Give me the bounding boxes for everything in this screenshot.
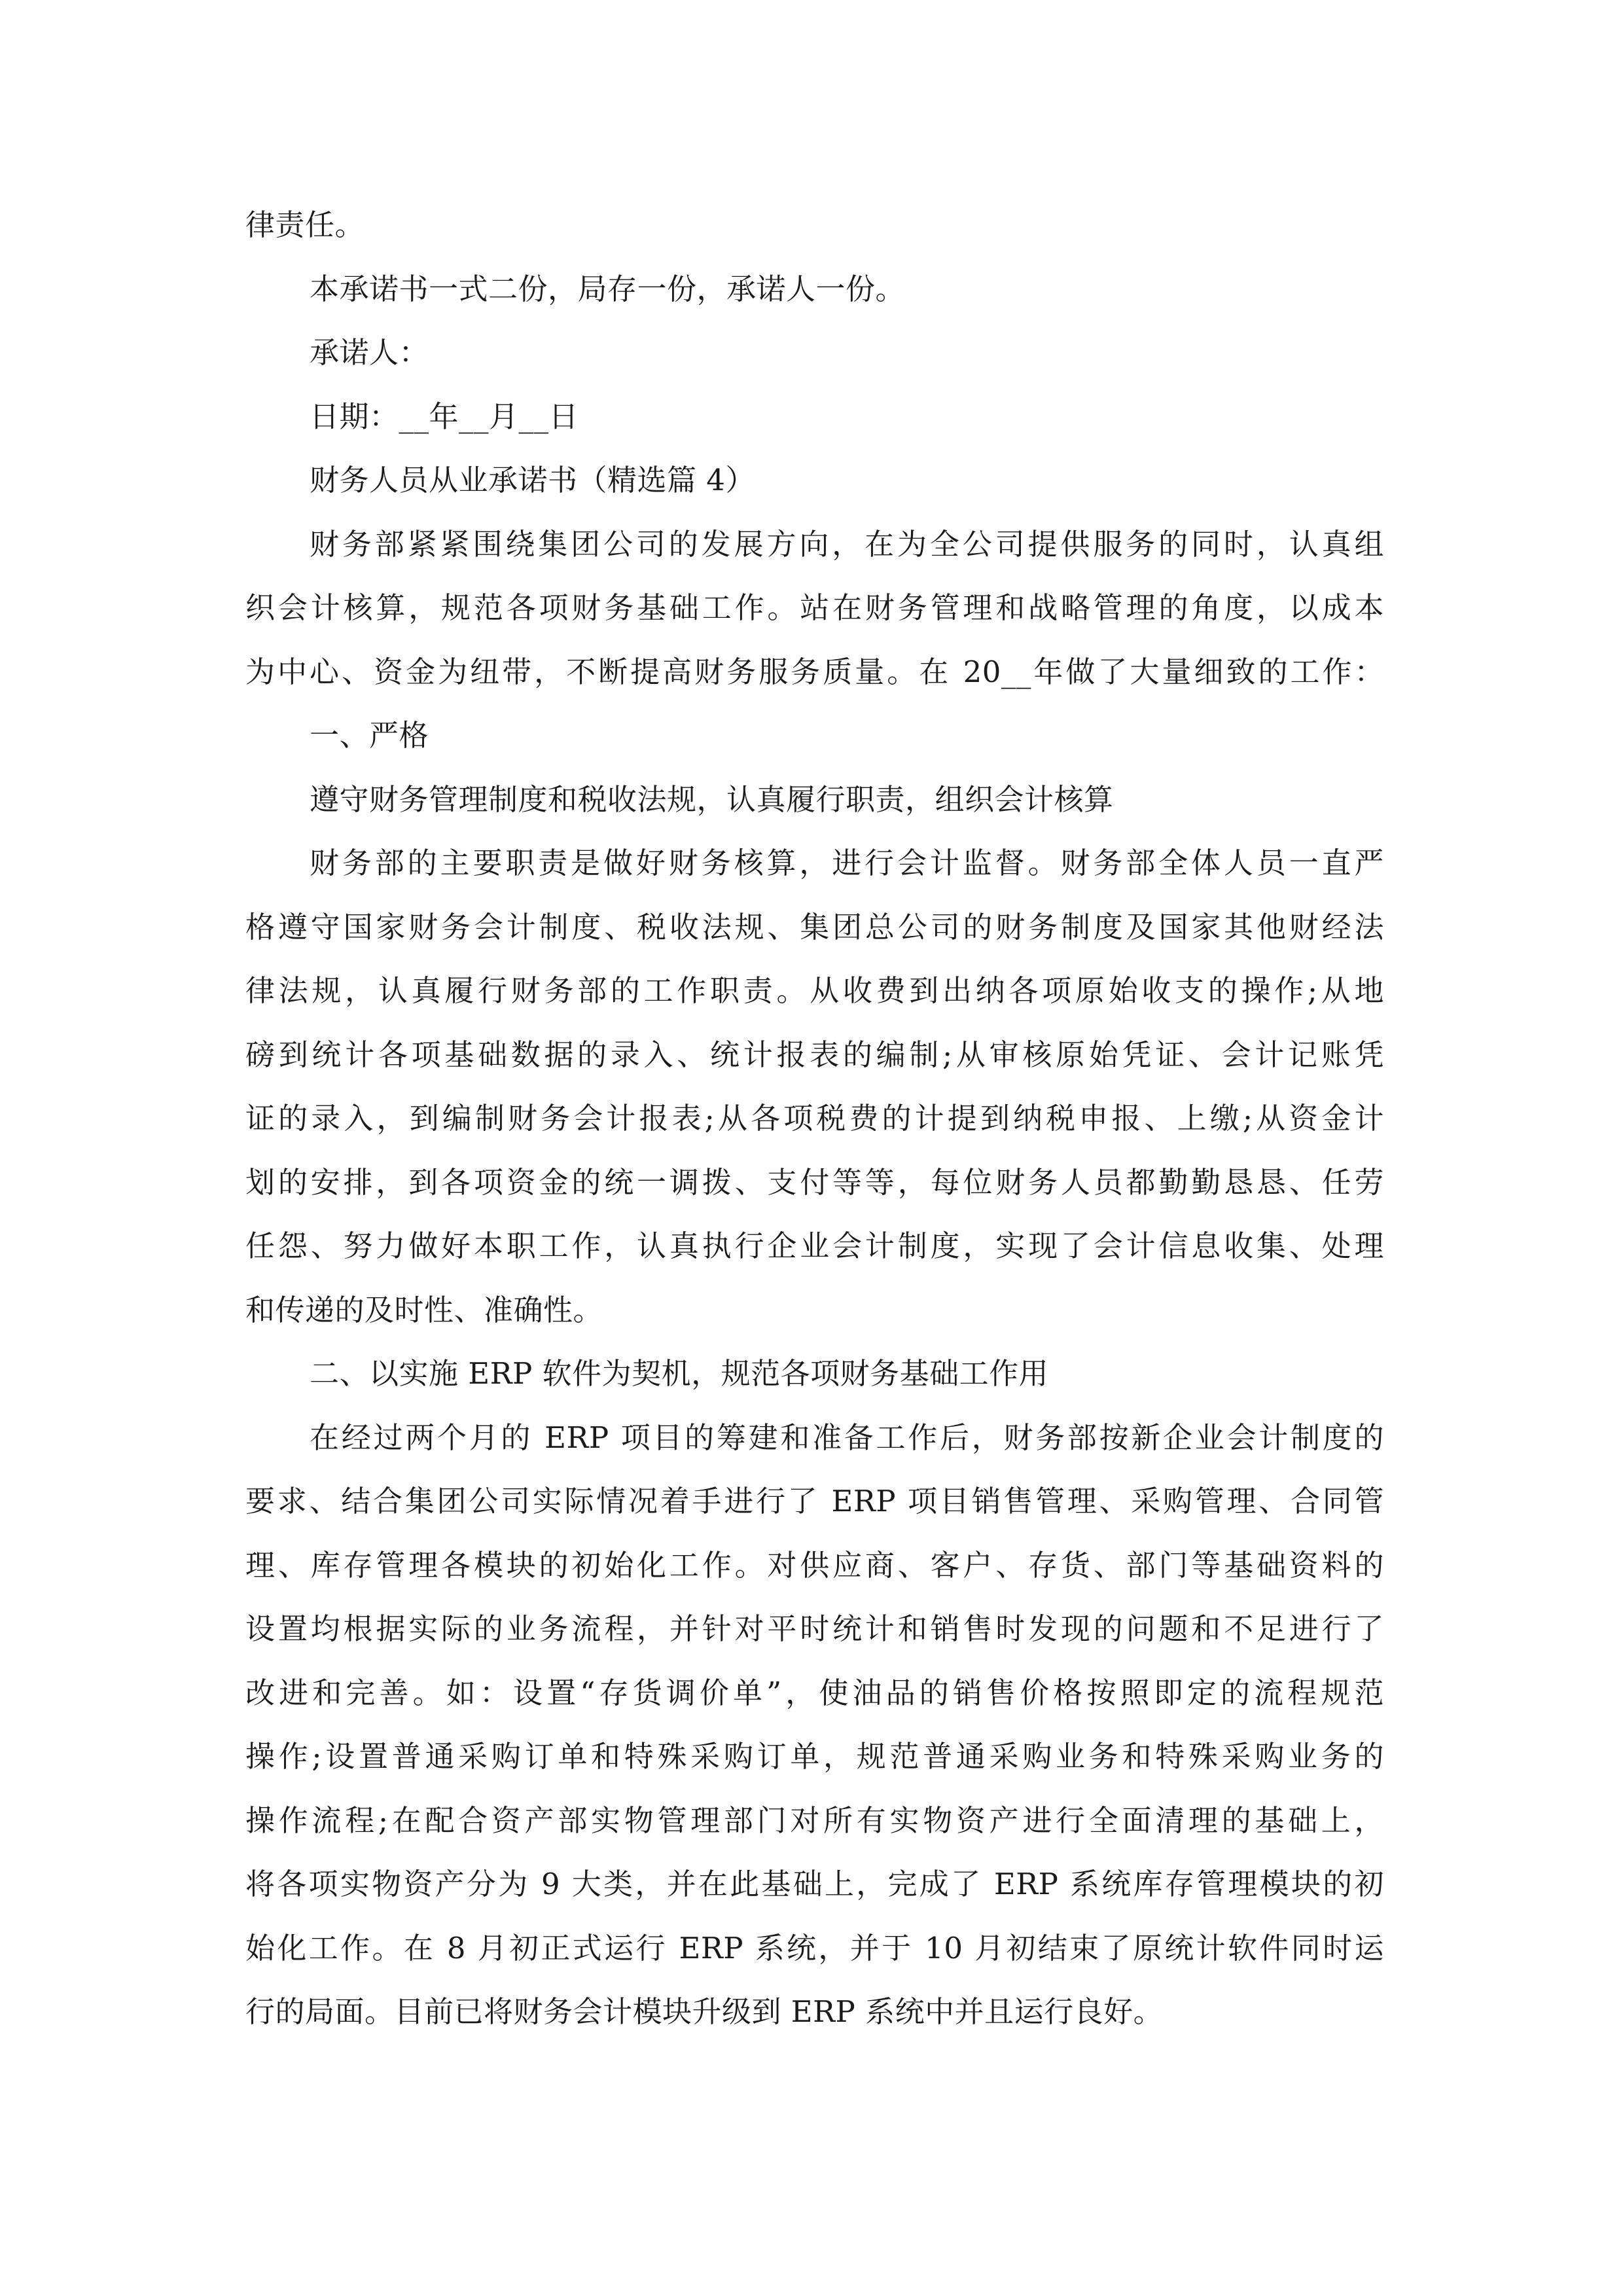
text-line: 证的录入，到编制财务会计报表;从各项税费的计提到纳税申报、上缴;从资金计 bbox=[245, 1101, 1384, 1136]
text-line: 财务部的主要职责是做好财务核算，进行会计监督。财务部全体人员一直严 bbox=[310, 846, 1384, 880]
text-line: 在经过两个月的 ERP 项目的筹建和准备工作后，财务部按新企业会计制度的 bbox=[310, 1420, 1384, 1455]
text-line: 改进和完善。如：设置“存货调价单”，使油品的销售价格按照即定的流程规范 bbox=[245, 1675, 1384, 1710]
signatory-label: 承诺人： bbox=[310, 335, 429, 370]
text-line: 操作;设置普通采购订单和特殊采购订单，规范普通采购业务和特殊采购业务的 bbox=[245, 1739, 1384, 1774]
text-line: 和传递的及时性、准确性。 bbox=[245, 1292, 603, 1327]
text-line: 律责任。 bbox=[245, 207, 365, 242]
text-line: 本承诺书一式二份，局存一份，承诺人一份。 bbox=[310, 271, 906, 306]
text-line: 织会计核算，规范各项财务基础工作。站在财务管理和战略管理的角度，以成本 bbox=[245, 590, 1384, 625]
date-line: 日期：__年__月__日 bbox=[310, 399, 579, 434]
text-line: 划的安排，到各项资金的统一调拨、支付等等，每位财务人员都勤勤恳恳、任劳 bbox=[245, 1164, 1384, 1200]
heading-line: 二、以实施 ERP 软件为契机，规范各项财务基础工作用 bbox=[310, 1356, 1049, 1391]
text-line: 理、库存管理各模块的初始化工作。对供应商、客户、存货、部门等基础资料的 bbox=[245, 1547, 1384, 1583]
text-line: 财务部紧紧围绕集团公司的发展方向，在为全公司提供服务的同时，认真组 bbox=[310, 526, 1384, 562]
text-line: 格遵守国家财务会计制度、税收法规、集团总公司的财务制度及国家其他财经法 bbox=[245, 909, 1384, 944]
text-line: 设置均根据实际的业务流程，并针对平时统计和销售时发现的问题和不足进行了 bbox=[245, 1611, 1384, 1646]
text-line: 律法规，认真履行财务部的工作职责。从收费到出纳各项原始收支的操作;从地 bbox=[245, 973, 1384, 1008]
text-line: 要求、结合集团公司实际情况着手进行了 ERP 项目销售管理、采购管理、合同管 bbox=[245, 1484, 1384, 1518]
document-body bbox=[245, 193, 1384, 2044]
text-line: 磅到统计各项基础数据的录入、统计报表的编制;从审核原始凭证、会计记账凭 bbox=[245, 1037, 1384, 1072]
text-line: 遵守财务管理制度和税收法规，认真履行职责，组织会计核算 bbox=[310, 781, 1114, 817]
text-line: 为中心、资金为纽带，不断提高财务服务质量。在 20__年做了大量细致的工作： bbox=[245, 654, 1384, 689]
text-line: 将各项实物资产分为 9 大类，并在此基础上，完成了 ERP 系统库存管理模块的初 bbox=[245, 1867, 1384, 1901]
text-line: 行的局面。目前已将财务会计模块升级到 ERP 系统中并且运行良好。 bbox=[245, 1994, 1164, 2029]
text-line: 始化工作。在 8 月初正式运行 ERP 系统，并于 10 月初结束了原统计软件同时运 bbox=[245, 1930, 1384, 1965]
section-title: 财务人员从业承诺书（精选篇 4） bbox=[310, 463, 755, 497]
text-line: 任怨、努力做好本职工作，认真执行企业会计制度，实现了会计信息收集、处理 bbox=[245, 1229, 1384, 1263]
heading-line: 一、严格 bbox=[310, 718, 429, 753]
text-line: 操作流程;在配合资产部实物管理部门对所有实物资产进行全面清理的基础上， bbox=[245, 1803, 1384, 1838]
